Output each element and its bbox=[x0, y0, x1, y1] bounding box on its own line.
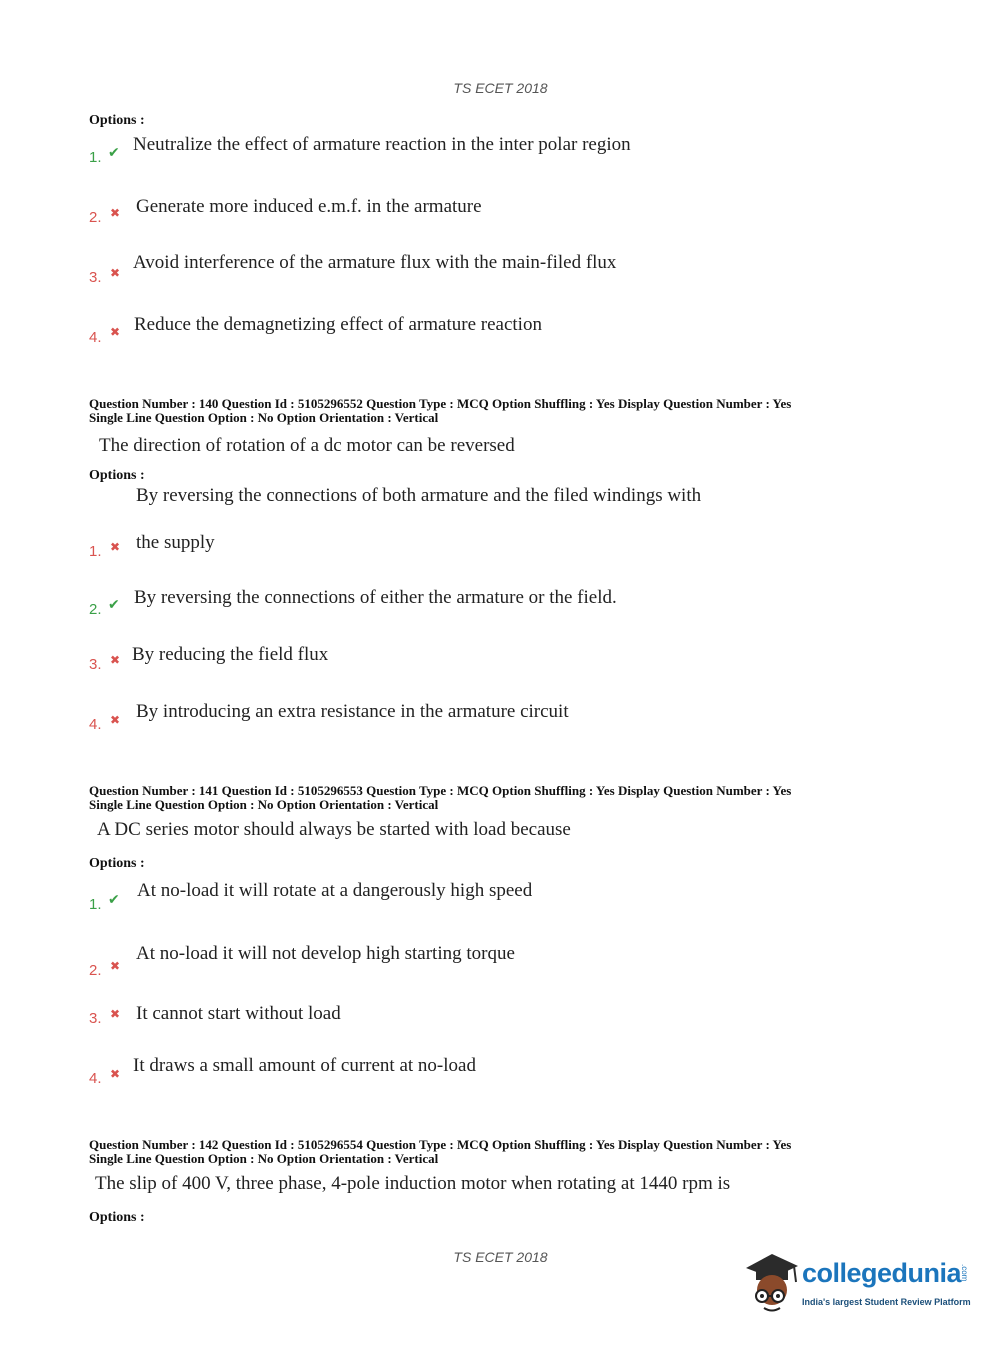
page-header: TS ECET 2018 bbox=[453, 80, 548, 96]
brand-tagline: India's largest Student Review Platform bbox=[802, 1297, 971, 1307]
cross-icon: ✖ bbox=[110, 206, 121, 220]
option-number: 4. bbox=[89, 329, 102, 346]
check-icon: ✔ bbox=[108, 145, 120, 161]
option-text: It cannot start without load bbox=[136, 1003, 341, 1024]
option-number: 1. bbox=[89, 149, 102, 166]
question-meta-line: Question Number : 142 Question Id : 5105296554 Question Type : MCQ Option Shuffling : Yes Display Question Number : Yes bbox=[89, 1137, 792, 1152]
question-meta-line: Single Line Question Option : No Option Orientation : Vertical bbox=[89, 797, 439, 812]
option-number: 2. bbox=[89, 601, 102, 618]
cross-icon: ✖ bbox=[110, 1067, 121, 1081]
option-text: It draws a small amount of current at no-load bbox=[133, 1055, 476, 1076]
brand-name: collegedunia bbox=[802, 1258, 962, 1288]
mascot-icon bbox=[742, 1250, 800, 1316]
option-number: 3. bbox=[89, 269, 102, 286]
cross-icon: ✖ bbox=[110, 540, 121, 554]
question-meta bbox=[89, 397, 909, 425]
option-text: By introducing an extra resistance in the armature circuit bbox=[136, 701, 569, 722]
question-meta-line: Question Number : 141 Question Id : 5105296553 Question Type : MCQ Option Shuffling : Yes Display Question Number : Yes bbox=[89, 783, 792, 798]
question-meta bbox=[89, 1138, 909, 1166]
brand-dotcom: .com bbox=[960, 1264, 969, 1282]
option-number: 3. bbox=[89, 656, 102, 673]
cross-icon: ✖ bbox=[110, 959, 121, 973]
option-text: Generate more induced e.m.f. in the armature bbox=[136, 196, 482, 217]
option-text: At no-load it will rotate at a dangerously high speed bbox=[137, 880, 533, 901]
option-number: 3. bbox=[89, 1010, 102, 1027]
cross-icon: ✖ bbox=[110, 266, 121, 280]
option-text: By reducing the field flux bbox=[132, 644, 329, 665]
cross-icon: ✖ bbox=[110, 1007, 121, 1021]
question-meta bbox=[89, 784, 909, 812]
options-label: Options : bbox=[89, 1210, 145, 1225]
check-icon: ✔ bbox=[108, 892, 120, 908]
question-text: A DC series motor should always be started with load because bbox=[97, 819, 571, 840]
cross-icon: ✖ bbox=[110, 325, 121, 339]
check-icon: ✔ bbox=[108, 597, 120, 613]
question-text: The direction of rotation of a dc motor can be reversed bbox=[99, 435, 515, 456]
option-number: 1. bbox=[89, 543, 102, 560]
option-text: By reversing the connections of either the armature or the field. bbox=[134, 587, 617, 608]
option-text: the supply bbox=[136, 532, 215, 553]
question-meta-line: Question Number : 140 Question Id : 5105296552 Question Type : MCQ Option Shuffling : Yes Display Question Number : Yes bbox=[89, 396, 792, 411]
question-meta-line: Single Line Question Option : No Option Orientation : Vertical bbox=[89, 1151, 439, 1166]
cross-icon: ✖ bbox=[110, 713, 121, 727]
option-text: Neutralize the effect of armature reaction in the inter polar region bbox=[133, 134, 631, 155]
option-number: 4. bbox=[89, 716, 102, 733]
option-number: 2. bbox=[89, 209, 102, 226]
option-text: At no-load it will not develop high starting torque bbox=[136, 943, 515, 964]
option-number: 1. bbox=[89, 896, 102, 913]
option-number: 2. bbox=[89, 962, 102, 979]
option-text: Reduce the demagnetizing effect of armature reaction bbox=[134, 314, 542, 335]
options-label: Options : bbox=[89, 113, 145, 128]
options-label: Options : bbox=[89, 856, 145, 871]
option-text: Avoid interference of the armature flux with the main-filed flux bbox=[133, 252, 617, 273]
question-meta-line: Single Line Question Option : No Option Orientation : Vertical bbox=[89, 410, 439, 425]
options-label: Options : bbox=[89, 468, 145, 483]
option-number: 4. bbox=[89, 1070, 102, 1087]
option-text: By reversing the connections of both armature and the filed windings with bbox=[136, 485, 702, 506]
cross-icon: ✖ bbox=[110, 653, 121, 667]
question-text: The slip of 400 V, three phase, 4-pole induction motor when rotating at 1440 rpm is bbox=[95, 1173, 731, 1194]
page-footer: TS ECET 2018 bbox=[453, 1249, 548, 1265]
collegedunia-logo bbox=[742, 1250, 972, 1320]
